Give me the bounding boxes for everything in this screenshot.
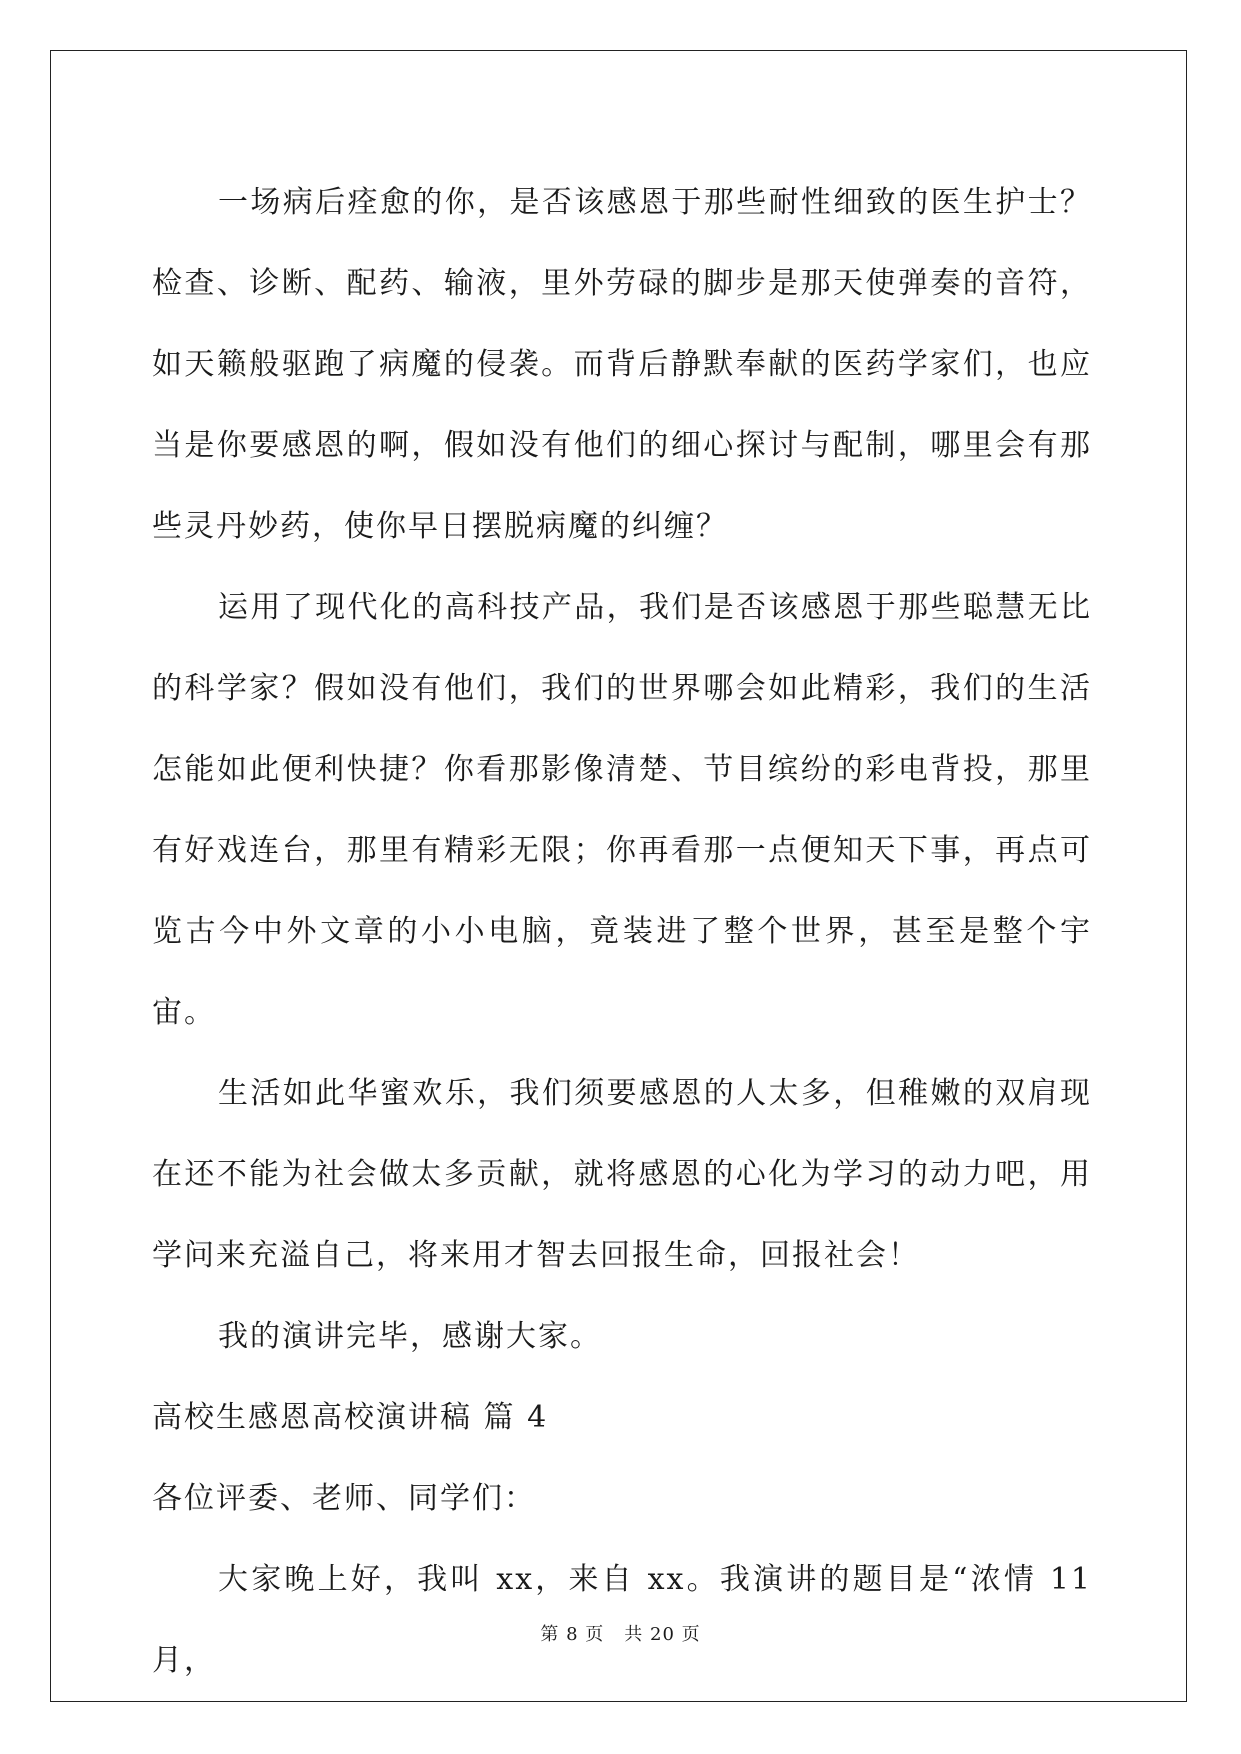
page-number-current: 第 8 页 <box>540 1624 605 1645</box>
paragraph-introduction: 大家晚上好，我叫 xx，来自 xx。我演讲的题目是“浓情 11 月， <box>152 1562 1092 1678</box>
paragraph-gratitude: 生活如此华蜜欢乐，我们须要感恩的人太多，但稚嫩的双肩现在还不能为社会做太多贡献，就将感恩的心化为学习的动力吧，用学问来充溢自己，将来用才智去回报生命，回报社会！ <box>152 1076 1092 1273</box>
paragraph-recovery: 一场病后痊愈的你，是否该感恩于那些耐性细致的医生护士？检查、诊断、配药、输液，里外劳碌的脚步是那天使弹奏的音符，如天籁般驱跑了病魔的侵袭。而背后静默奉献的医药学家们，也应当是你要感恩的啊，假如没有他们的细心探讨与配制，哪里会有那些灵丹妙药，使你早日摆脱病魔的纠缠？ <box>152 185 1092 544</box>
paragraph-closing: 我的演讲完毕，感谢大家。 <box>218 1319 602 1354</box>
paragraph-technology: 运用了现代化的高科技产品，我们是否该感恩于那些聪慧无比的科学家？假如没有他们，我们的世界哪会如此精彩，我们的生活怎能如此便利快捷？你看那影像清楚、节目缤纷的彩电背投，那里有好戏连台，那里有精彩无限；你再看那一点便知天下事，再点可览古今中外文章的小小电脑，竟装进了整个世界，甚至是整个宇宙。 <box>152 590 1092 1030</box>
section-heading: 高校生感恩高校演讲稿 篇 4 <box>152 1400 549 1435</box>
page-footer <box>0 1620 1241 1646</box>
salutation: 各位评委、老师、同学们： <box>152 1481 536 1516</box>
document-body <box>152 162 1092 1701</box>
page-number-total: 共 20 页 <box>624 1624 701 1645</box>
